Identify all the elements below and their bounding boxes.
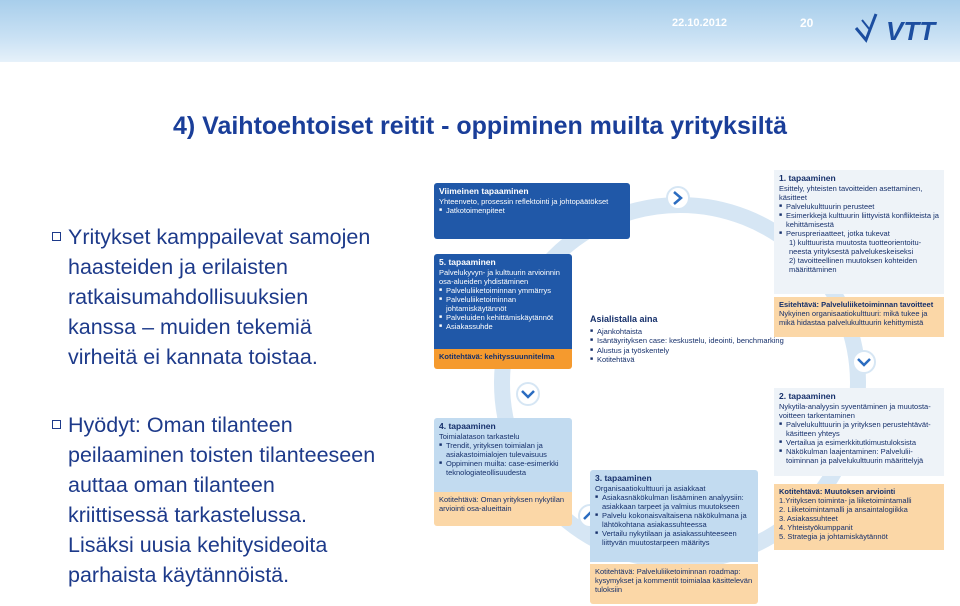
page-title: 4) Vaihtoehtoiset reitit - oppiminen muilta yrityksiltä (172, 112, 787, 140)
meeting-4-box (434, 418, 572, 492)
bullet-2-line-5: Lisäksi uusia kehitysideoita (68, 533, 328, 557)
meeting-3-intro: Organisaatiokulttuuri ja asiakkaat (595, 484, 706, 493)
meeting-1-intro: Esittely, yhteisten tavoitteiden asettaminen, käsitteet (779, 184, 923, 202)
meeting-1-homework-text: Nykyinen organisaatiokulttuuri: mikä tukee ja mikä hidastaa palvelukulttuurin kehittymistä (779, 309, 928, 327)
meeting-1-subitem: 1) kulttuurista muutosta tuotteorientoitu-neesta yrityksestä palvelukeskeiseksi (789, 238, 922, 256)
header-bar (0, 0, 960, 62)
agenda-item: ■ Kotitehtävä (590, 355, 784, 365)
meeting-4-item: ■ Oppiminen muilta: case-esimerkki teknologiateollisuudesta (439, 459, 567, 477)
meeting-2-item: ■ Näkökulman laajentaminen: Palvelulii-toiminnan ja palvelukulttuurin määrittelyjä (779, 447, 939, 465)
meeting-5-heading: 5. tapaaminen (439, 257, 496, 267)
chevron-right-icon (667, 187, 689, 209)
final-meeting-heading: Viimeinen tapaaminen (439, 186, 529, 196)
meeting-1-item: ■ Palvelukulttuurin perusteet (779, 202, 939, 211)
meeting-2-homework-item: 2. Liiketoimintamalli ja ansaintalogiikka (779, 505, 908, 514)
bullet-1-line-5: virheitä ei kannata toistaa. (68, 345, 318, 369)
meeting-3-item: ■ Asiakasnäkökulman lisääminen analyysiin: asiakkaan tarpeet ja valmius muutokseen (595, 493, 753, 511)
meeting-1-subitem: 2) tavoitteellinen muutoksen kohteiden määrittäminen (789, 256, 917, 274)
meeting-1-heading: 1. tapaaminen (779, 173, 836, 183)
meeting-1-item: ■ Peruspreriaatteet, jotka tukevat (779, 229, 939, 238)
bullet-1-line-3: ratkaisumahdollisuuksien (68, 285, 309, 309)
bullet-1-line-4: kanssa – muiden tekemiä (68, 315, 312, 339)
meeting-5-intro: Palvelukyvyn- ja kulttuurin arvioinnin osa-alueiden yhdistäminen (439, 268, 560, 286)
bullet-2-line-3: auttaa oman tilanteen (68, 473, 275, 497)
bullet-2-line-6: parhaista käytännöistä. (68, 563, 290, 587)
meeting-2-intro: Nykytila-analyysin syventäminen ja muutosta-voitteen tarkentaminen (779, 402, 931, 420)
meeting-4-heading: 4. tapaaminen (439, 421, 496, 431)
meeting-2-heading: 2. tapaaminen (779, 391, 836, 401)
bullet-2 (52, 410, 375, 590)
bullet-marker (52, 420, 61, 429)
meeting-3-item: ■ Vertailu nykytilaan ja asiakassuhteeseen liittyvän muutostarpeen määritys (595, 529, 753, 547)
agenda-heading: Asialistalla aina (590, 314, 658, 324)
chevron-down-icon (853, 351, 875, 373)
bullet-1-line-2: haasteiden ja erilaisten (68, 255, 288, 279)
meeting-2-homework-item: 1.Yrityksen toiminta- ja liiketoimintamalli (779, 496, 912, 505)
meeting-2-box (774, 388, 944, 476)
meeting-2-item: ■ Palvelukulttuurin ja yrityksen perustehtävät-käsitteen yhteys (779, 420, 939, 438)
meeting-2-homework-item: 5. Strategia ja johtamiskäytännöt (779, 532, 888, 541)
meeting-2-homework (774, 484, 944, 550)
agenda-item: ■ Alustus ja työskentely (590, 346, 784, 356)
meeting-4-item: ■ Trendit, yrityksen toimialan ja asiakastoimialojen tulevaisuus (439, 441, 567, 459)
agenda-item: ■ Ajankohtaista (590, 327, 784, 337)
meeting-5-item: ■ Asiakassuhde (439, 322, 567, 331)
bullet-2-line-4: kriittisessä tarkastelussa. (68, 503, 307, 527)
meeting-2-homework-label: Kotitehtävä: Muutoksen arviointi (779, 487, 896, 496)
bullet-2-line-1: Hyödyt: Oman tilanteen (68, 413, 293, 437)
meeting-3-heading: 3. tapaaminen (595, 473, 652, 483)
bullet-1 (52, 222, 370, 372)
meeting-1-homework (774, 297, 944, 337)
agenda-item: ■ Isäntäyrityksen case: keskustelu, ideointi, benchmarking (590, 336, 784, 346)
page-number: 20 (800, 16, 814, 30)
bullet-2-line-2: peilaaminen toisten tilanteeseen (68, 443, 376, 467)
final-meeting-item: ■ Jatkotoimenpiteet (439, 206, 625, 215)
meeting-5-item: ■ Palveluliiketoiminnan ymmärrys (439, 286, 567, 295)
meeting-4-homework: Kotitehtävä: Oman yrityksen nykytilan arviointi osa-alueittain (434, 492, 572, 526)
meeting-5-item: ■ Palveluiden kehittämiskäytännöt (439, 313, 567, 322)
meeting-5-box (434, 254, 572, 349)
final-meeting-box (434, 183, 630, 239)
meeting-2-homework-item: 3. Asiakassuhteet (779, 514, 838, 523)
header-date: 22.10.2012 (672, 17, 728, 29)
vtt-logo (852, 6, 948, 50)
meeting-5-item: ■ Palveluliiketoiminnan johtamiskäytännöt (439, 295, 567, 313)
meeting-1-homework-label: Esitehtävä: Palveluliiketoiminnan tavoitteet (779, 300, 934, 309)
meeting-1-box (774, 170, 944, 294)
chevron-down-icon (517, 383, 539, 405)
final-meeting-item: Yhteenveto, prosessin reflektointi ja johtopäätökset (439, 197, 609, 206)
bullet-marker (52, 232, 61, 241)
meeting-3-box (590, 470, 758, 562)
meeting-3-homework: Kotitehtävä: Palveluliiketoiminnan roadmap: kysymykset ja kommentit toimialaa käsittelevän tuloksiin (590, 564, 758, 604)
meeting-5-homework: Kotitehtävä: kehityssuunnitelma (434, 349, 572, 369)
meeting-1-item: ■ Esimerkkejä kulttuurin liittyvistä konflikteista ja kehittämisestä (779, 211, 939, 229)
meeting-2-item: ■ Vertailua ja esimerkkitutkimustuloksista (779, 438, 939, 447)
meeting-2-homework-item: 4. Yhteistyökumppanit (779, 523, 853, 532)
bullet-1-line-1: Yritykset kamppailevat samojen (68, 225, 371, 249)
meeting-3-item: ■ Palvelu kokonaisvaltaisena näkökulmana ja lähtökohtana asiakassuhteessa (595, 511, 753, 529)
agenda-center (590, 315, 784, 365)
meeting-4-intro: Toimialatason tarkastelu (439, 432, 520, 441)
svg-text:VTT: VTT (886, 16, 936, 46)
